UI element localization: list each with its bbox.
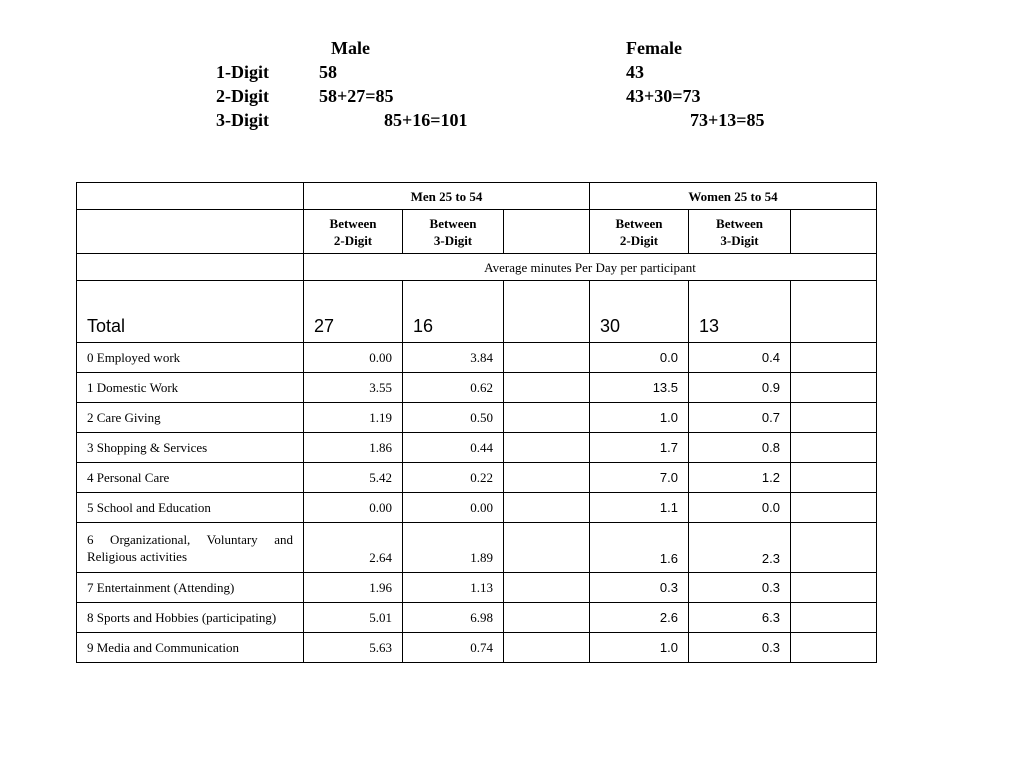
activity-label: 2 Care Giving: [77, 403, 304, 433]
table-row: [77, 633, 877, 663]
men-2digit-value: 1.86: [304, 433, 403, 463]
blank-cell: [791, 493, 877, 523]
blank-cell: [791, 373, 877, 403]
total-men-3digit: 16: [403, 281, 504, 343]
summary-row-label: 2-Digit: [216, 86, 269, 106]
women-3digit-value: 2.3: [689, 523, 791, 573]
women-3digit-header: Between 3-Digit: [689, 210, 791, 254]
summary-male-value: 85+16=101: [384, 110, 468, 130]
blank-cell: [504, 210, 590, 254]
women-3digit-value: 0.0: [689, 493, 791, 523]
men-3digit-value: 0.44: [403, 433, 504, 463]
activity-label: 0 Employed work: [77, 343, 304, 373]
women-3digit-value: 0.4: [689, 343, 791, 373]
summary-row-label: 3-Digit: [216, 110, 269, 130]
men-3digit-value: 1.89: [403, 523, 504, 573]
men-3digit-value: 0.22: [403, 463, 504, 493]
total-men-2digit: 27: [304, 281, 403, 343]
women-3digit-value: 0.3: [689, 633, 791, 663]
blank-cell: [504, 633, 590, 663]
time-use-table: [76, 182, 877, 663]
men-2digit-value: 2.64: [304, 523, 403, 573]
activity-label: 4 Personal Care: [77, 463, 304, 493]
activity-label: 7 Entertainment (Attending): [77, 573, 304, 603]
women-3digit-value: 0.8: [689, 433, 791, 463]
men-2digit-value: 5.42: [304, 463, 403, 493]
table-row: [77, 343, 877, 373]
women-2digit-value: 7.0: [590, 463, 689, 493]
male-heading: Male: [331, 38, 370, 58]
men-2digit-value: 0.00: [304, 343, 403, 373]
blank-cell: [504, 343, 590, 373]
women-2digit-value: 1.0: [590, 403, 689, 433]
summary-female-value: 73+13=85: [690, 110, 765, 130]
group-header-row: [77, 183, 877, 210]
table-row: [77, 523, 877, 573]
men-header: Men 25 to 54: [304, 183, 590, 210]
activity-label: 8 Sports and Hobbies (participating): [77, 603, 304, 633]
men-2digit-value: 5.63: [304, 633, 403, 663]
summary-male-value: 58: [319, 62, 337, 82]
total-women-3digit: 13: [689, 281, 791, 343]
summary-male-value: 58+27=85: [319, 86, 394, 106]
women-header: Women 25 to 54: [590, 183, 877, 210]
men-3digit-header: Between 3-Digit: [403, 210, 504, 254]
men-3digit-value: 0.62: [403, 373, 504, 403]
men-2digit-header: Between 2-Digit: [304, 210, 403, 254]
women-2digit-header: Between 2-Digit: [590, 210, 689, 254]
women-3digit-value: 1.2: [689, 463, 791, 493]
blank-cell: [504, 433, 590, 463]
blank-cell: [791, 603, 877, 633]
women-3digit-value: 0.3: [689, 573, 791, 603]
men-3digit-value: 0.50: [403, 403, 504, 433]
summary-row-label: 1-Digit: [216, 62, 269, 82]
blank-cell: [791, 281, 877, 343]
sub-header-row: [77, 210, 877, 254]
total-label: Total: [77, 281, 304, 343]
blank-cell: [791, 523, 877, 573]
women-3digit-value: 0.7: [689, 403, 791, 433]
blank-cell: [791, 403, 877, 433]
table-row: [77, 573, 877, 603]
female-heading: Female: [626, 38, 682, 58]
women-2digit-value: 0.0: [590, 343, 689, 373]
blank-cell: [504, 603, 590, 633]
men-2digit-value: 0.00: [304, 493, 403, 523]
blank-cell: [791, 210, 877, 254]
women-2digit-value: 13.5: [590, 373, 689, 403]
activity-label: 9 Media and Communication: [77, 633, 304, 663]
total-row: [77, 281, 877, 343]
women-2digit-value: 1.0: [590, 633, 689, 663]
activity-label: 3 Shopping & Services: [77, 433, 304, 463]
women-3digit-value: 6.3: [689, 603, 791, 633]
activity-label: 5 School and Education: [77, 493, 304, 523]
table-row: [77, 493, 877, 523]
activity-label: 6 Organizational, Voluntary and Religious activities: [77, 523, 304, 573]
summary-female-value: 43+30=73: [626, 86, 701, 106]
units-row: [77, 254, 877, 281]
men-3digit-value: 6.98: [403, 603, 504, 633]
summary-female-value: 43: [626, 62, 644, 82]
blank-cell: [791, 573, 877, 603]
women-2digit-value: 1.6: [590, 523, 689, 573]
activity-label: 1 Domestic Work: [77, 373, 304, 403]
men-3digit-value: 1.13: [403, 573, 504, 603]
blank-cell: [504, 463, 590, 493]
table-row: [77, 373, 877, 403]
blank-cell: [77, 254, 304, 281]
blank-cell: [77, 210, 304, 254]
women-3digit-value: 0.9: [689, 373, 791, 403]
women-2digit-value: 1.7: [590, 433, 689, 463]
blank-cell: [504, 403, 590, 433]
table-row: [77, 603, 877, 633]
men-2digit-value: 5.01: [304, 603, 403, 633]
blank-cell: [504, 373, 590, 403]
men-3digit-value: 0.74: [403, 633, 504, 663]
total-women-2digit: 30: [590, 281, 689, 343]
blank-cell: [77, 183, 304, 210]
blank-cell: [504, 281, 590, 343]
table-row: [77, 403, 877, 433]
women-2digit-value: 1.1: [590, 493, 689, 523]
blank-cell: [791, 463, 877, 493]
blank-cell: [791, 343, 877, 373]
blank-cell: [504, 523, 590, 573]
units-label: Average minutes Per Day per participant: [304, 254, 877, 281]
blank-cell: [504, 493, 590, 523]
blank-cell: [791, 433, 877, 463]
men-3digit-value: 0.00: [403, 493, 504, 523]
men-2digit-value: 3.55: [304, 373, 403, 403]
women-2digit-value: 2.6: [590, 603, 689, 633]
women-2digit-value: 0.3: [590, 573, 689, 603]
men-3digit-value: 3.84: [403, 343, 504, 373]
table-row: [77, 433, 877, 463]
blank-cell: [504, 573, 590, 603]
blank-cell: [791, 633, 877, 663]
table-row: [77, 463, 877, 493]
men-2digit-value: 1.19: [304, 403, 403, 433]
men-2digit-value: 1.96: [304, 573, 403, 603]
